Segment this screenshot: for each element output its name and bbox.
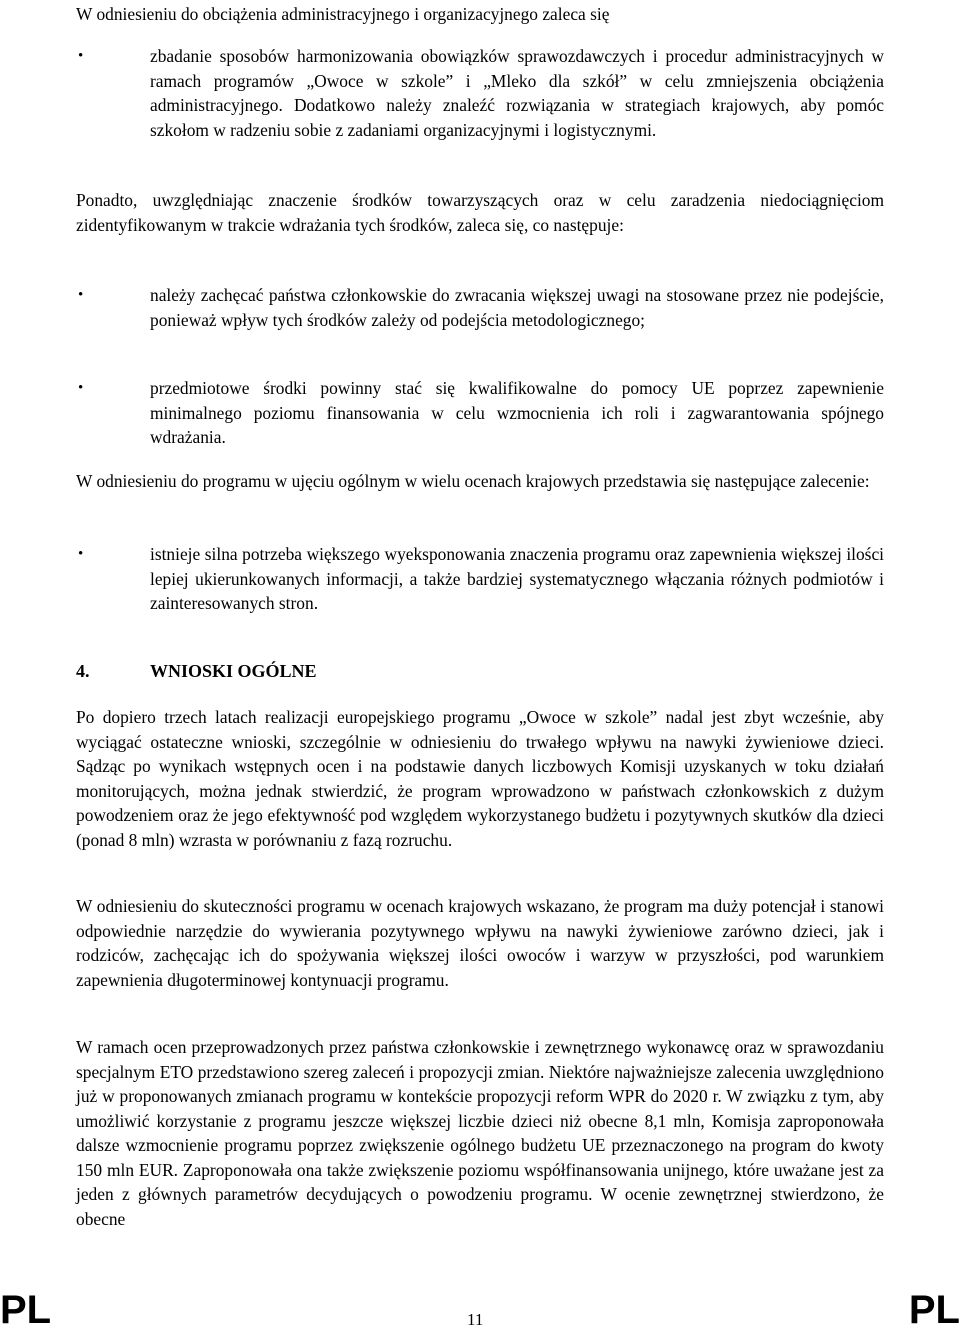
bullet-icon: •	[78, 546, 84, 562]
section-number: 4.	[76, 661, 90, 681]
section-heading	[76, 659, 317, 684]
footer-language-right: PL	[908, 1288, 960, 1332]
bullet-text: należy zachęcać państwa członkowskie do zwracania większej uwagi na stosowane przez nie podejście, ponieważ wpływ tych środków zależy od podejścia metodologicznego;	[150, 285, 884, 330]
paragraph: W odniesieniu do programu w ujęciu ogólnym w wielu ocenach krajowych przedstawia się następujące zalecenie:	[76, 471, 870, 491]
bullet-text: istnieje silna potrzeba większego wyeksponowania znaczenia programu oraz zapewnienia większej ilości lepiej ukierunkowanych informacji, a także bardziej systematycznego włączania różnych podmiotów i zainteresowanych stron.	[150, 544, 884, 613]
bullet-text: przedmiotowe środki powinny stać się kwalifikowalne do pomocy UE poprzez zapewnienie minimalnego poziomu finansowania w celu wzmocnienia ich roli i zagwarantowania spójnego wdrażania.	[150, 378, 884, 447]
section-title: WNIOSKI OGÓLNE	[150, 661, 317, 681]
bullet-icon: •	[78, 48, 84, 64]
bullet-item	[76, 283, 884, 332]
paragraph: Po dopiero trzech latach realizacji europejskiego programu „Owoce w szkole” nadal jest zbyt wcześnie, aby wyciągać ostateczne wnioski, szczególnie w odniesieniu do trwałego wpływu na nawyki żywieniowe dzieci. Sądząc po wynikach wstępnych ocen i na podstawie danych liczbowych Komisji uzyskanych w toku działań monitorujących, można jednak stwierdzić, że program wprowadzono w państwach członkowskich z dużym powodzeniem oraz że jego efektywność pod względem wykorzystanego budżetu i pozytywnych skutków dla dzieci (ponad 8 mln) wzrasta w porównaniu z fazą rozruchu.	[76, 707, 884, 850]
page-number: 11	[467, 1310, 484, 1329]
bullet-icon: •	[78, 380, 84, 396]
intro-paragraph: W odniesieniu do obciążenia administracyjnego i organizacyjnego zaleca się	[76, 4, 610, 24]
paragraph: W ramach ocen przeprowadzonych przez państwa członkowskie i zewnętrznego wykonawcę oraz w sprawozdaniu specjalnym ETO przedstawiono szereg zaleceń i propozycji zmian. Niektóre najważniejsze zalecenia uwzględniono już w proponowanych zmianach programu w kontekście propozycji reform WPR do 2020 r. W związku z tym, aby umożliwić korzystanie z programu jeszcze większej liczbie dzieci niż obecne 8,1 mln, Komisja zaproponowała dalsze wzmocnienie programu poprzez zwiększenie ogólnego budżetu UE przeznaczonego na program do kwoty 150 mln EUR. Zaproponowała ona także zwiększenie poziomu współfinansowania unijnego, które uważane jest za jeden z głównych parametrów decydujących o powodzeniu programu. W ocenie zewnętrznej stwierdzono, że obecne	[76, 1037, 884, 1229]
bullet-icon: •	[78, 287, 84, 303]
bullet-item	[76, 376, 884, 450]
paragraph: Ponadto, uwzględniając znaczenie środków towarzyszących oraz w celu zaradzenia niedociągnięciom zidentyfikowanym w trakcie wdrażania tych środków, zaleca się, co następuje:	[76, 190, 884, 235]
footer-language-left: PL	[0, 1288, 52, 1332]
bullet-item	[76, 44, 884, 142]
bullet-item	[76, 542, 884, 616]
bullet-text: zbadanie sposobów harmonizowania obowiązków sprawozdawczych i procedur administracyjnych w ramach programów „Owoce w szkole” i „Mleko dla szkół” w celu zmniejszenia obciążenia administracyjnego. Dodatkowo należy znaleźć rozwiązania w strategiach krajowych, aby pomóc szkołom w radzeniu sobie z zadaniami organizacyjnymi i logistycznymi.	[150, 46, 884, 140]
paragraph: W odniesieniu do skuteczności programu w ocenach krajowych wskazano, że program ma duży potencjał i stanowi odpowiednie narzędzie do wywierania pozytywnego wpływu na nawyki żywieniowe zarówno dzieci, jak i rodziców, zachęcając ich do spożywania większej ilości owoców i warzyw w przyszłości, pod warunkiem zapewnienia długoterminowej kontynuacji programu.	[76, 896, 884, 990]
